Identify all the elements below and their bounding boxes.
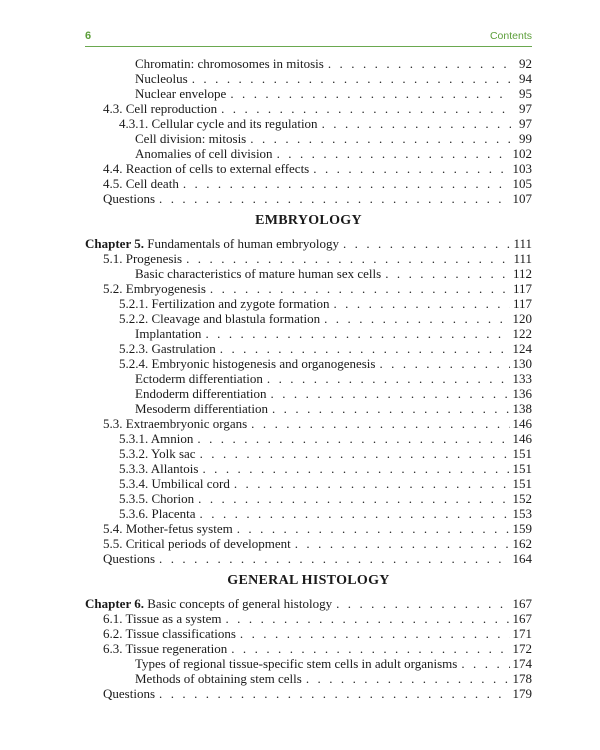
dot-leader [205,326,509,341]
toc-entry-page: 102 [512,146,532,161]
dot-leader [336,596,509,611]
running-head: Contents [489,30,532,42]
toc-entry-page: 117 [512,281,532,296]
dot-leader [221,101,511,116]
toc-entry[interactable] [85,476,532,491]
dot-leader [461,656,509,671]
toc-entry-label: 4.3.1. Cellular cycle and its regulation [119,116,318,131]
toc-entry-label: 5.3.5. Chorion [119,491,195,506]
toc-entry-label: 5.3.1. Amnion [119,431,194,446]
toc-entry[interactable] [85,686,532,701]
dot-leader [230,86,511,101]
dot-leader [313,161,509,176]
dot-leader [225,611,509,626]
toc-entry-page: 162 [512,536,532,551]
toc-entry[interactable] [85,341,532,356]
dot-leader [200,506,510,521]
toc-entry-page: 151 [512,476,532,491]
toc-entry[interactable] [85,116,532,131]
toc-entry-label: Ectoderm differentiation [135,371,263,386]
toc-entry[interactable] [85,431,532,446]
page-header [85,30,532,48]
toc-entry-label: 5.3. Extraembryonic organs [103,416,248,431]
toc-entry[interactable] [85,551,532,566]
table-of-contents [85,56,532,701]
toc-entry-label: Chromatin: chromosomes in mitosis [135,56,324,71]
toc-entry[interactable] [85,281,532,296]
page-number: 6 [85,30,92,42]
section-title-embryology: EMBRYOLOGY [255,213,362,228]
toc-entry-label: 4.5. Cell death [103,176,179,191]
toc-entry-label: 5.3.4. Umbilical cord [119,476,230,491]
toc-entry-page: 146 [512,431,532,446]
dot-leader [197,431,509,446]
toc-entry-page: 99 [519,131,532,146]
toc-entry-label: 5.2. Embryogenesis [103,281,206,296]
toc-entry-label: Questions [103,551,155,566]
dot-leader [306,671,510,686]
dot-leader [200,446,510,461]
dot-leader [237,521,510,536]
toc-entry-label: 5.3.2. Yolk sac [119,446,196,461]
dot-leader [333,296,509,311]
toc-entry-label: Implantation [135,326,202,341]
toc-entry-page: 167 [512,611,532,626]
toc-entry-page: 124 [512,341,532,356]
toc-entry-page: 111 [513,251,532,266]
toc-entry[interactable] [85,311,532,326]
dot-leader [250,131,511,146]
toc-entry-label: Nuclear envelope [135,86,227,101]
dot-leader [379,356,509,371]
toc-entry[interactable] [85,671,532,686]
toc-entry-label: Nucleolus [135,71,188,86]
toc-entry[interactable] [85,326,532,341]
header-rule [85,46,532,47]
toc-entry-page: 179 [512,686,532,701]
dot-leader [324,311,509,326]
chapter-number: Chapter 6. [85,596,144,611]
toc-entry-page: 94 [519,71,532,86]
toc-entry-label: 5.2.1. Fertilization and zygote formation [119,296,330,311]
toc-entry-label: 5.4. Mother-fetus system [103,521,233,536]
toc-entry-page: 174 [512,656,532,671]
toc-entry-page: 146 [512,416,532,431]
toc-entry-page: 138 [512,401,532,416]
dot-leader [328,56,511,71]
toc-entry[interactable] [85,521,532,536]
toc-entry-page: 103 [512,161,532,176]
section-title-general-histology: GENERAL HISTOLOGY [227,573,390,588]
dot-leader [183,176,510,191]
toc-entry-label [85,236,339,251]
dot-leader [192,71,511,86]
dot-leader [322,116,511,131]
toc-entry-label: Questions [103,191,155,206]
toc-entry[interactable] [85,416,532,431]
toc-entry-page: 167 [512,596,532,611]
toc-entry[interactable] [85,506,532,521]
toc-entry[interactable] [85,101,532,116]
toc-entry-page: 130 [512,356,532,371]
toc-entry-page: 120 [512,311,532,326]
toc-entry[interactable] [85,296,532,311]
dot-leader [272,401,510,416]
toc-entry-page: 153 [512,506,532,521]
toc-entry-label: 5.2.4. Embryonic histogenesis and organogenesis [119,356,376,371]
toc-entry-page: 105 [512,176,532,191]
chapter-title: Basic concepts of general histology [143,596,333,611]
toc-entry[interactable] [85,161,532,176]
toc-entry-label: 5.2.2. Cleavage and blastula formation [119,311,321,326]
toc-entry[interactable] [85,146,532,161]
toc-entry[interactable] [85,536,532,551]
dot-leader [240,626,510,641]
toc-entry-label: 5.3.6. Placenta [119,506,196,521]
toc-entry-page: 178 [512,671,532,686]
toc-entry[interactable] [85,641,532,656]
toc-entry[interactable] [85,266,532,281]
toc-entry[interactable] [85,86,532,101]
toc-entry[interactable] [85,626,532,641]
dot-leader [267,371,510,386]
toc-entry-page: 122 [512,326,532,341]
toc-entry[interactable] [85,356,532,371]
toc-entry-label: Basic characteristics of mature human sex cells [135,266,382,281]
toc-entry-page: 95 [519,86,532,101]
toc-entry[interactable] [85,656,532,671]
toc-entry-page: 111 [513,236,532,251]
toc-entry[interactable] [85,176,532,191]
toc-entry[interactable] [85,131,532,146]
toc-entry-page: 164 [512,551,532,566]
dot-leader [186,251,510,266]
toc-entry-label: Questions [103,686,155,701]
dot-leader [251,416,509,431]
toc-entry[interactable] [85,491,532,506]
dot-leader [385,266,510,281]
dot-leader [343,236,511,251]
toc-entry-page: 136 [512,386,532,401]
toc-entry-page: 97 [519,101,532,116]
toc-entry-label: Types of regional tissue-specific stem cells in adult organisms [135,656,458,671]
toc-block-general-histology [85,611,532,701]
toc-entry-page: 152 [512,491,532,506]
dot-leader [231,641,509,656]
toc-entry-label: Cell division: mitosis [135,131,247,146]
toc-entry-label: Mesoderm differentiation [135,401,268,416]
toc-entry-label: Methods of obtaining stem cells [135,671,302,686]
toc-entry-label: 5.1. Progenesis [103,251,183,266]
dot-leader [234,476,510,491]
dot-leader [159,551,510,566]
toc-entry[interactable] [85,251,532,266]
toc-entry-label: 5.5. Critical periods of development [103,536,291,551]
toc-entry-page: 172 [512,641,532,656]
dot-leader [159,686,510,701]
toc-entry-page: 151 [512,461,532,476]
toc-entry-label: 4.4. Reaction of cells to external effects [103,161,310,176]
toc-entry[interactable] [85,611,532,626]
toc-entry-page: 112 [512,266,532,281]
toc-entry-page: 171 [512,626,532,641]
toc-entry-page: 117 [512,296,532,311]
dot-leader [220,341,510,356]
toc-entry[interactable] [85,401,532,416]
toc-entry-page: 97 [519,116,532,131]
toc-entry-page: 159 [512,521,532,536]
chapter-title: Fundamentals of human embryology [143,236,339,251]
dot-leader [159,191,510,206]
toc-entry-label: Endoderm differentiation [135,386,267,401]
dot-leader [202,461,509,476]
dot-leader [271,386,510,401]
toc-entry-page: 151 [512,446,532,461]
toc-entry-label: 6.2. Tissue classifications [103,626,236,641]
toc-block-embryology [85,251,532,566]
toc-block-cell-biology [85,56,532,206]
toc-entry-label: 6.1. Tissue as a system [103,611,222,626]
toc-entry[interactable] [85,461,532,476]
toc-entry-chapter-5[interactable] [85,236,532,251]
toc-entry[interactable] [85,386,532,401]
toc-entry[interactable] [85,446,532,461]
dot-leader [210,281,510,296]
toc-entry-label: Anomalies of cell division [135,146,273,161]
toc-entry-page: 92 [519,56,532,71]
toc-entry-page: 107 [512,191,532,206]
toc-entry-label: 4.3. Cell reproduction [103,101,218,116]
toc-entry-page: 133 [512,371,532,386]
toc-entry[interactable] [85,71,532,86]
toc-entry[interactable] [85,56,532,71]
dot-leader [198,491,509,506]
toc-entry-label: 5.3.3. Allantois [119,461,199,476]
toc-entry[interactable] [85,371,532,386]
dot-leader [295,536,510,551]
toc-entry-label: 6.3. Tissue regeneration [103,641,228,656]
toc-entry-label [85,596,332,611]
dot-leader [277,146,510,161]
toc-entry-label: 5.2.3. Gastrulation [119,341,216,356]
chapter-number: Chapter 5. [85,236,144,251]
toc-entry[interactable] [85,191,532,206]
toc-entry-chapter-6[interactable] [85,596,532,611]
